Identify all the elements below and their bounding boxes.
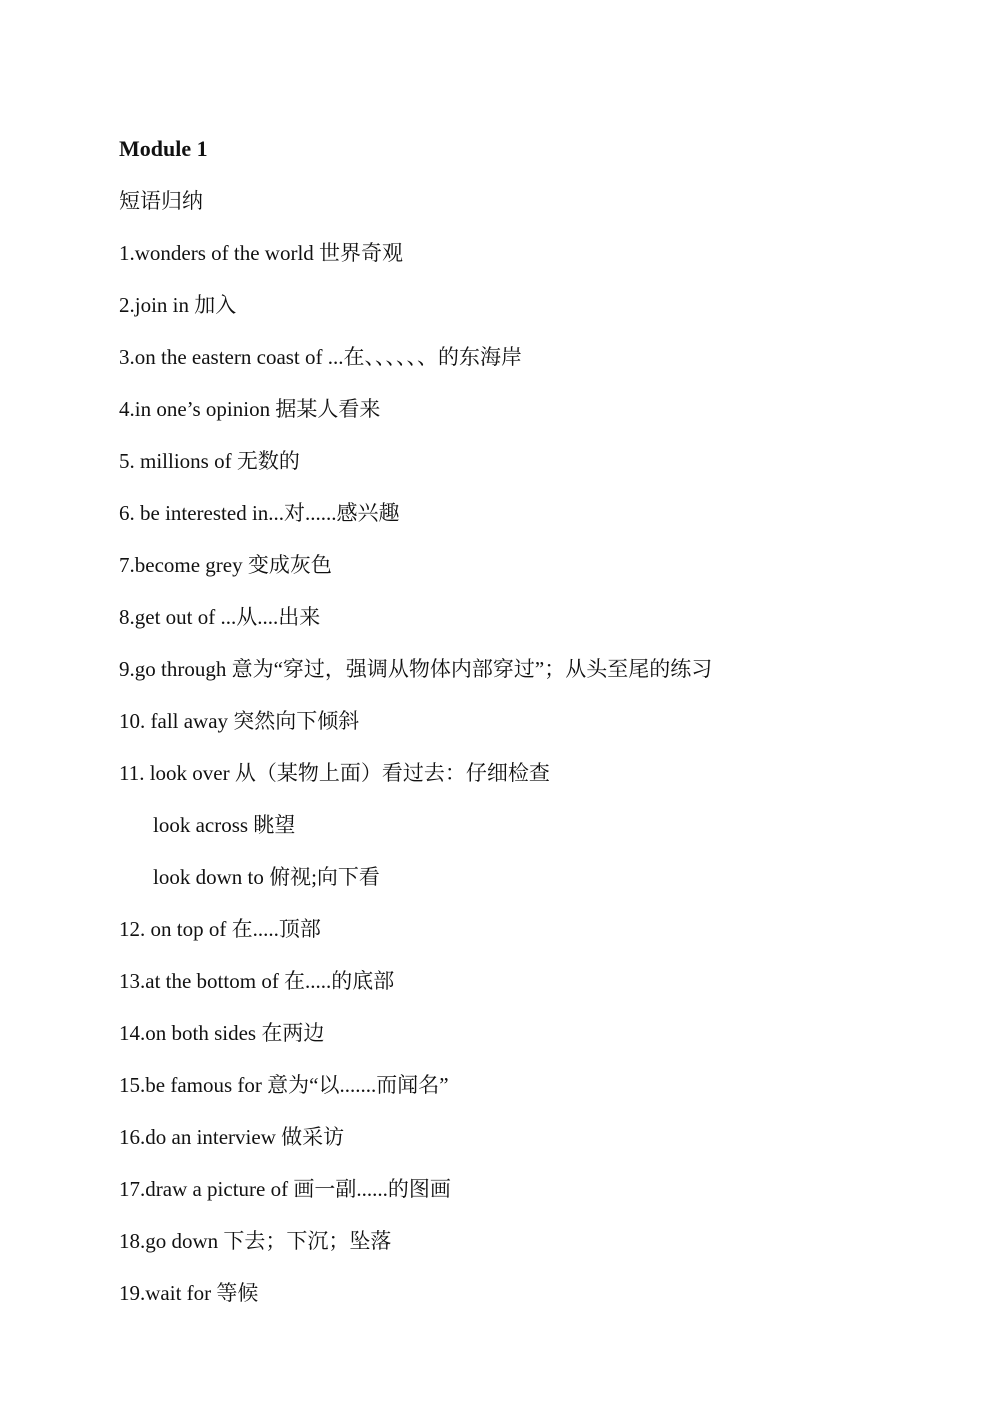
phrase-item-5: 5. millions of 无数的 [119,449,300,473]
phrase-item-6: 6. be interested in...对......感兴趣 [119,501,400,525]
phrase-item-7: 7.become grey 变成灰色 [119,553,332,577]
phrase-item-12: 12. on top of 在.....顶部 [119,917,321,941]
phrase-item-19: 19.wait for 等候 [119,1281,259,1305]
phrase-item-17: 17.draw a picture of 画一副......的图画 [119,1177,451,1201]
phrase-item-3: 3.on the eastern coast of ...在、、、、、、的东海岸 [119,345,523,369]
phrase-item-9: 9.go through 意为“穿过，强调从物体内部穿过”；从头至尾的练习 [119,657,713,681]
phrase-item-4: 4.in one’s opinion 据某人看来 [119,397,381,421]
phrase-item-18: 18.go down 下去；下沉；坠落 [119,1229,392,1253]
phrase-item-11: 11. look over 从（某物上面）看过去：仔细检查 [119,761,550,785]
section-heading: 短语归纳 [119,189,203,213]
phrase-subitem-look-across: look across 眺望 [153,813,296,837]
phrase-item-8: 8.get out of ...从....出来 [119,605,321,629]
phrase-item-10: 10. fall away 突然向下倾斜 [119,709,360,733]
phrase-item-16: 16.do an interview 做采访 [119,1125,345,1149]
module-title: Module 1 [119,136,208,161]
phrase-item-15: 15.be famous for 意为“以.......而闻名” [119,1073,449,1097]
phrase-item-13: 13.at the bottom of 在.....的底部 [119,969,395,993]
phrase-subitem-look-down-to: look down to 俯视;向下看 [153,865,380,889]
phrase-item-14: 14.on both sides 在两边 [119,1021,325,1045]
document-content [119,123,919,1319]
phrase-item-2: 2.join in 加入 [119,293,237,317]
phrase-item-1: 1.wonders of the world 世界奇观 [119,241,404,265]
